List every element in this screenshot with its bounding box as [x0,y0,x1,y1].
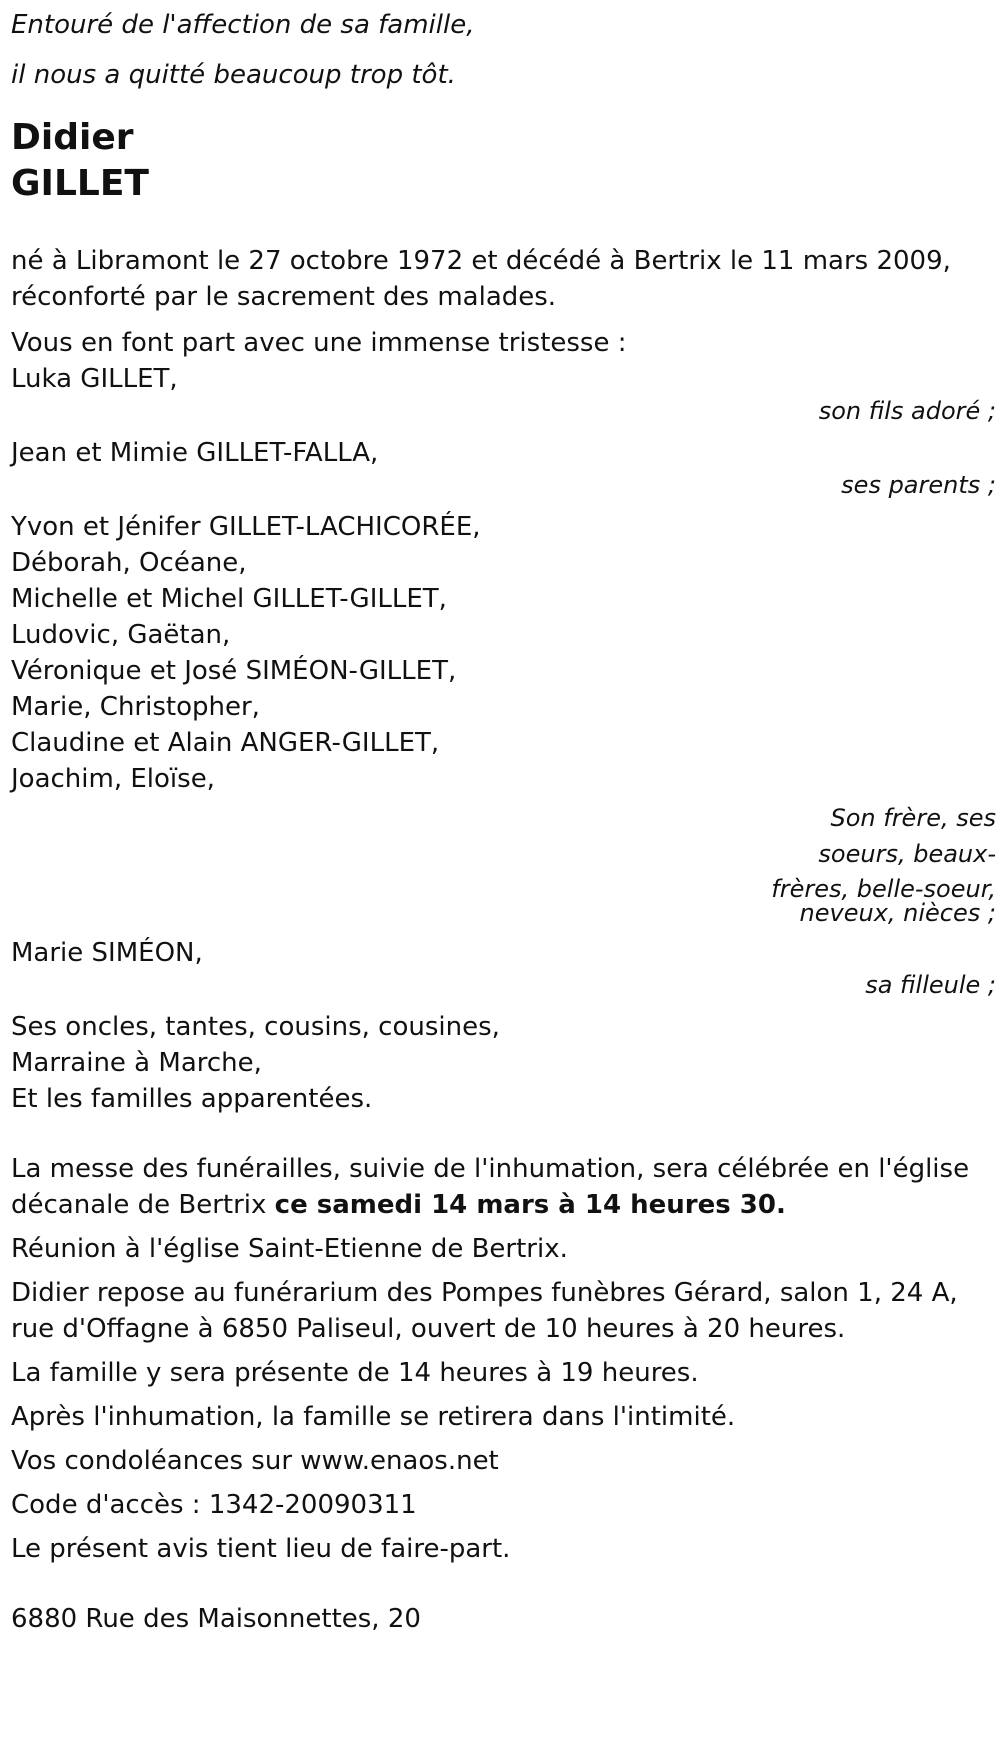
siblings-role-line-4: neveux, nièces ; [799,899,996,927]
family-siblings-list [11,509,996,797]
birth-death-line-2: réconforté par le sacrement des malades. [11,282,557,312]
family-son-role: son fils adoré ; [818,397,996,425]
ceremony-line-2 [11,1187,996,1223]
birth-death-line-1: né à Libramont le 27 octobre 1972 et décédé à Bertrix le 11 mars 2009, [11,246,951,276]
family-son-name: Luka GILLET, [11,364,178,394]
sibling-line: Joachim, Eloïse, [11,764,215,794]
sibling-line: Marie, Christopher, [11,692,260,722]
family-goddaughter-name: Marie SIMÉON, [11,938,203,968]
others-line: Ses oncles, tantes, cousins, cousines, [11,1012,500,1042]
reunion-info: Réunion à l'église Saint-Etienne de Bertrix. [11,1234,568,1264]
notice-statement: Le présent avis tient lieu de faire-part. [11,1534,511,1564]
condolences-info: Vos condoléances sur www.enaos.net [11,1446,499,1476]
birth-death-info [11,243,996,315]
sibling-line: Michelle et Michel GILLET-GILLET, [11,584,447,614]
funerarium-info [11,1275,996,1347]
siblings-role-line-1: Son frère, ses [830,804,996,832]
intro-text [11,0,996,100]
ceremony-info [11,1151,996,1223]
deceased-name [11,115,996,207]
sibling-line: Yvon et Jénifer GILLET-LACHICORÉE, [11,512,481,542]
siblings-role-line-3: frères, belle-soeur, [771,875,996,903]
family-parents-name: Jean et Mimie GILLET-FALLA, [11,438,379,468]
ceremony-line-1: La messe des funérailles, suivie de l'inhumation, sera célébrée en l'église [11,1154,970,1184]
deceased-first-name: Didier [11,117,134,158]
family-parents-role: ses parents ; [841,471,996,499]
address: 6880 Rue des Maisonnettes, 20 [11,1604,421,1634]
sibling-line: Claudine et Alain ANGER-GILLET, [11,728,440,758]
sibling-line: Véronique et José SIMÉON-GILLET, [11,656,457,686]
ceremony-date-time: ce samedi 14 mars à 14 heures 30. [274,1190,786,1220]
sibling-line: Ludovic, Gaëtan, [11,620,231,650]
family-others-list [11,1009,996,1117]
burial-privacy-info: Après l'inhumation, la famille se retirera dans l'intimité. [11,1402,736,1432]
others-line: Et les familles apparentées. [11,1084,373,1114]
family-siblings-role [11,799,996,925]
funerarium-line-1: Didier repose au funérarium des Pompes funèbres Gérard, salon 1, 24 A, [11,1278,958,1308]
access-code-info: Code d'accès : 1342-20090311 [11,1490,417,1520]
ceremony-line-2-prefix: décanale de Bertrix [11,1190,267,1220]
family-presence-info: La famille y sera présente de 14 heures à 19 heures. [11,1358,699,1388]
funerarium-line-2: rue d'Offagne à 6850 Paliseul, ouvert de 10 heures à 20 heures. [11,1314,846,1344]
siblings-role-line-2: soeurs, beaux- [818,840,996,868]
sibling-line: Déborah, Océane, [11,548,247,578]
deceased-last-name: GILLET [11,163,149,204]
announcement: Vous en font part avec une immense tristesse : [11,328,627,358]
obituary-notice [11,0,996,1637]
family-goddaughter-role: sa filleule ; [865,971,996,999]
intro-line-1: Entouré de l'affection de sa famille, [11,10,475,40]
intro-line-2: il nous a quitté beaucoup trop tôt. [11,60,456,90]
others-line: Marraine à Marche, [11,1048,262,1078]
